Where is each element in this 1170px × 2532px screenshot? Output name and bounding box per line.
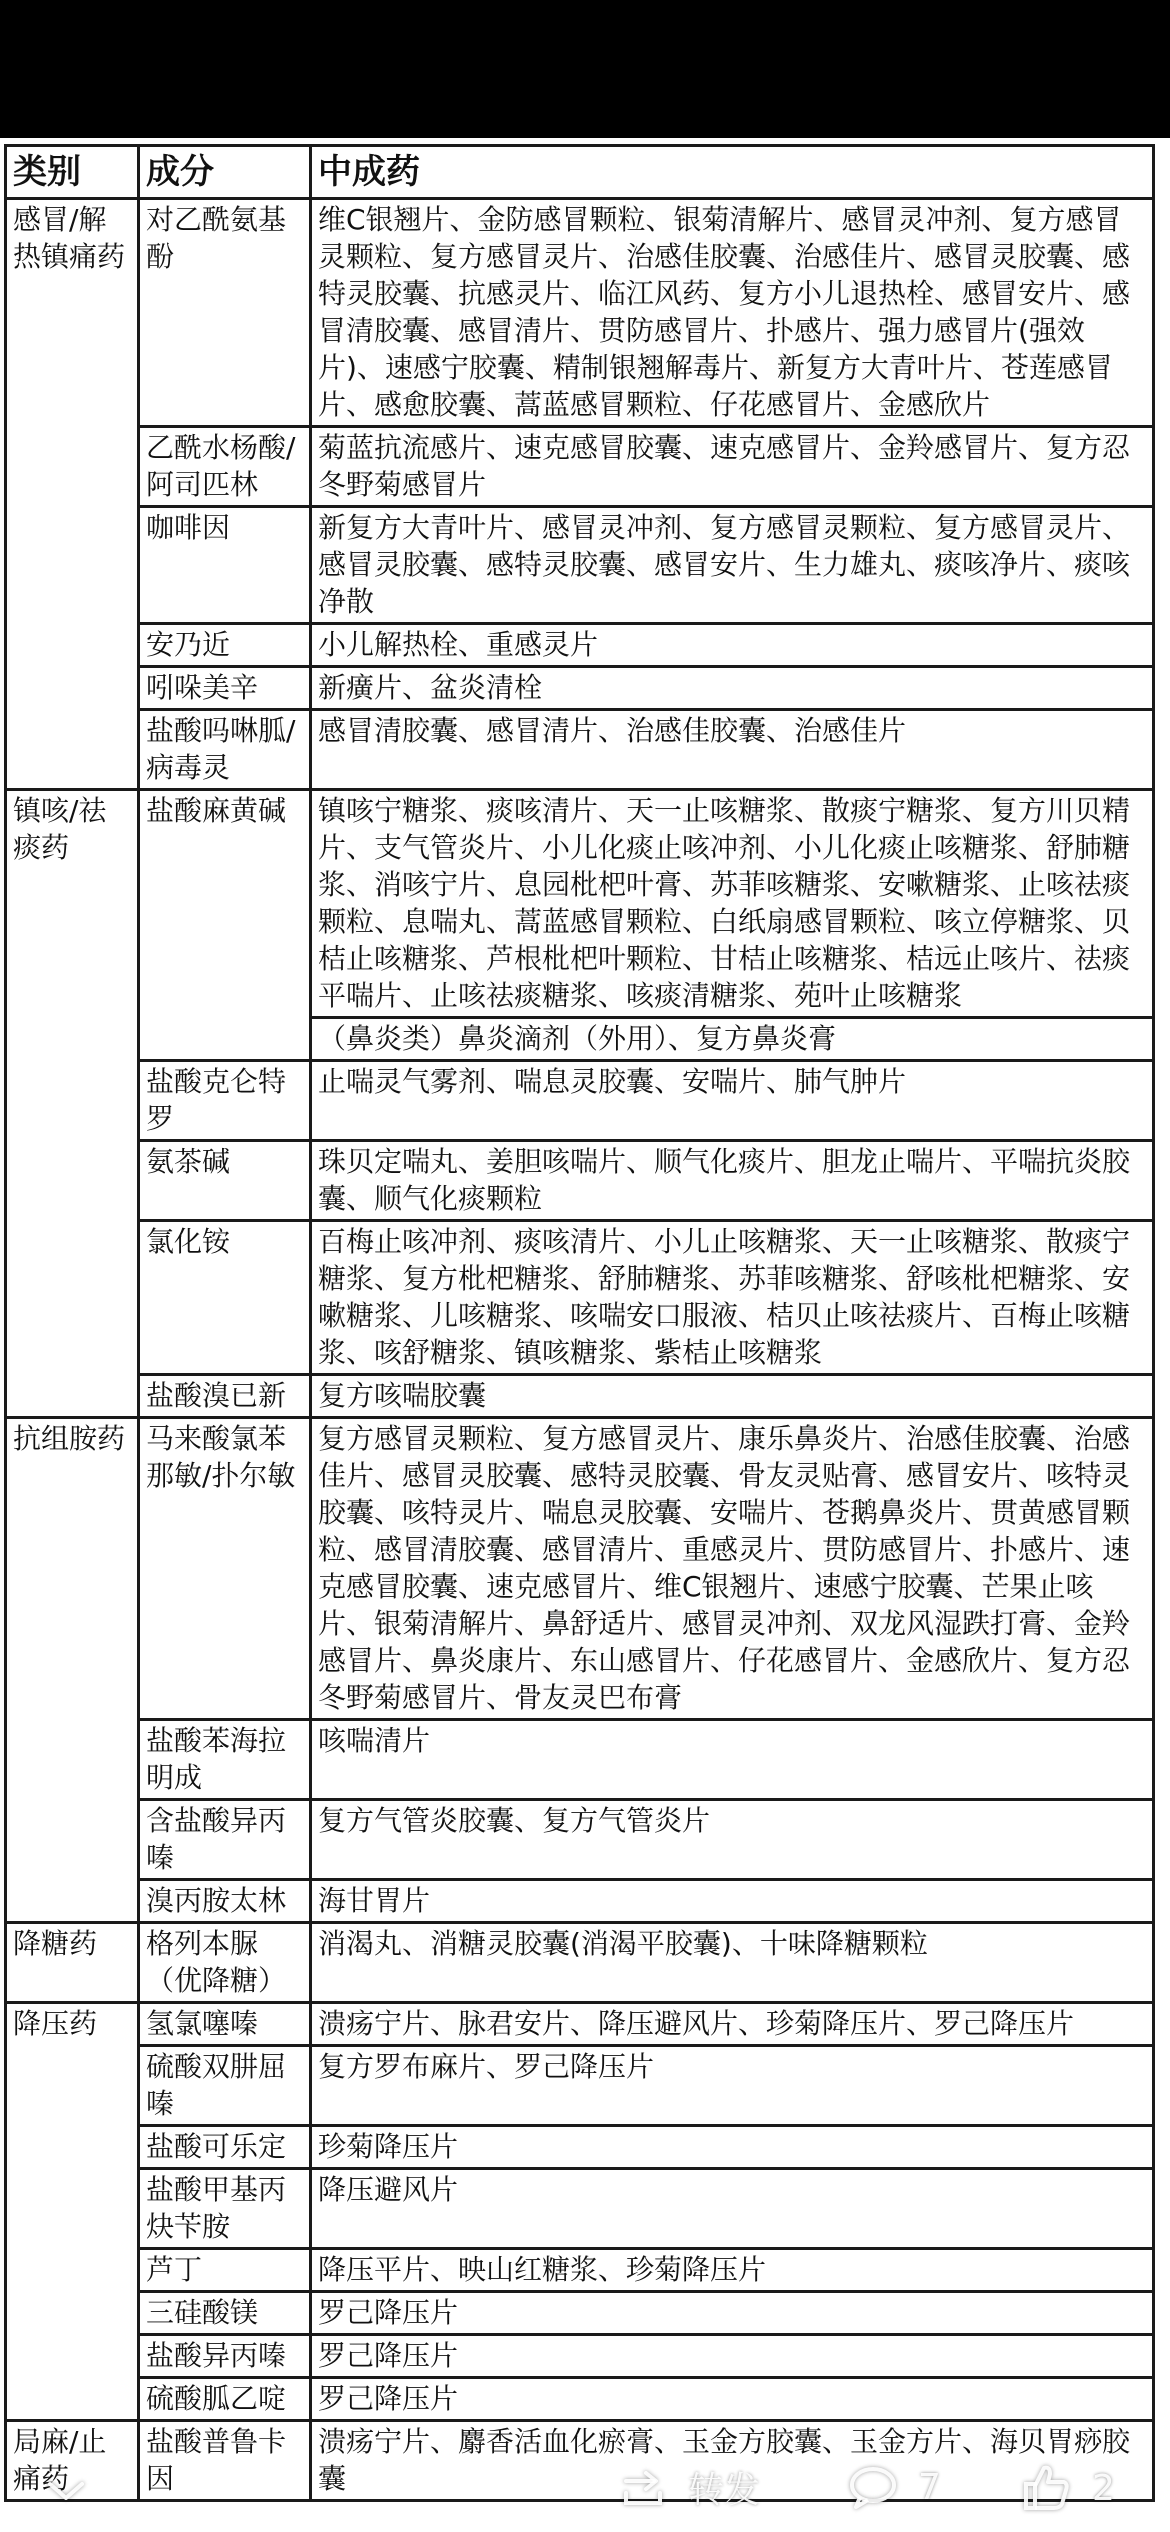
ingredient-cell: 三硅酸镁: [139, 2292, 311, 2335]
table-row: [6, 1418, 1154, 1720]
drug-table: [4, 144, 1155, 2502]
ingredient-cell: 溴丙胺太林: [139, 1880, 311, 1923]
table-header-row: [6, 146, 1154, 199]
header-category: 类别: [6, 146, 139, 199]
medicine-cell: 降压避风片: [311, 2169, 1154, 2249]
table-row: [6, 2335, 1154, 2378]
table-row: [6, 667, 1154, 710]
ingredient-cell: 安乃近: [139, 624, 311, 667]
collapse-button[interactable]: [44, 2476, 88, 2506]
ingredient-cell: 吲哚美辛: [139, 667, 311, 710]
ingredient-cell: 盐酸可乐定: [139, 2126, 311, 2169]
medicine-cell: 溃疡宁片、麝香活血化瘀膏、玉金方胶囊、玉金方片、海贝胃痧胶囊: [311, 2421, 1154, 2501]
thumbs-up-icon: [1020, 2462, 1074, 2514]
table-row: [6, 2292, 1154, 2335]
medicine-cell: 消渴丸、消糖灵胶囊(消渴平胶囊)、十味降糖颗粒: [311, 1923, 1154, 2003]
ingredient-cell: 芦丁: [139, 2249, 311, 2292]
ingredient-cell: 盐酸苯海拉明成: [139, 1720, 311, 1800]
medicine-cell: 百梅止咳冲剂、痰咳清片、小儿止咳糖浆、天一止咳糖浆、散痰宁糖浆、复方枇杷糖浆、舒肺糖浆、苏菲咳糖浆、舒咳枇杷糖浆、安嗽糖浆、儿咳糖浆、咳喘安口服液、桔贝止咳祛痰片、百梅止咳糖浆、咳舒糖浆、镇咳糖浆、紫桔止咳糖浆: [311, 1221, 1154, 1375]
medicine-cell: 维C银翘片、金防感冒颗粒、银菊清解片、感冒灵冲剂、复方感冒灵颗粒、复方感冒灵片、治感佳胶囊、治感佳片、感冒灵胶囊、感特灵胶囊、抗感灵片、临江风药、复方小儿退热栓、感冒安片、感冒清胶囊、感冒清片、贯防感冒片、扑感片、强力感冒片(强效片)、速感宁胶囊、精制银翘解毒片、新复方大青叶片、苍莲感冒片、感愈胶囊、蒿蓝感冒颗粒、仔花感冒片、金感欣片: [311, 199, 1154, 427]
ingredient-cell: 盐酸麻黄碱: [139, 790, 311, 1061]
medicine-cell: 咳喘清片: [311, 1720, 1154, 1800]
ingredient-cell: 对乙酰氨基酚: [139, 199, 311, 427]
category-cell: 降糖药: [6, 1923, 139, 2003]
ingredient-cell: 盐酸溴已新: [139, 1375, 311, 1418]
ingredient-cell: 氢氯噻嗪: [139, 2003, 311, 2046]
share-icon: [616, 2463, 670, 2513]
table-row: [6, 2003, 1154, 2046]
medicine-cell: 珠贝定喘丸、姜胆咳喘片、顺气化痰片、胆龙止喘片、平喘抗炎胶囊、顺气化痰颗粒: [311, 1141, 1154, 1221]
table-row: [6, 2421, 1154, 2501]
medicine-cell: 海甘胃片: [311, 1880, 1154, 1923]
ingredient-cell: 盐酸异丙嗪: [139, 2335, 311, 2378]
medicine-cell: 小儿解热栓、重感灵片: [311, 624, 1154, 667]
table-row: [6, 1375, 1154, 1418]
comment-count: 7: [918, 2466, 941, 2508]
medicine-cell: 复方罗布麻片、罗己降压片: [311, 2046, 1154, 2126]
medicine-cell: 溃疡宁片、脉君安片、降压避风片、珍菊降压片、罗己降压片: [311, 2003, 1154, 2046]
ingredient-cell: 硫酸胍乙啶: [139, 2378, 311, 2421]
medicine-cell: 复方感冒灵颗粒、复方感冒灵片、康乐鼻炎片、治感佳胶囊、治感佳片、感冒灵胶囊、感特灵胶囊、骨友灵贴膏、感冒安片、咳特灵胶囊、咳特灵片、喘息灵胶囊、安喘片、苍鹅鼻炎片、贯黄感冒颗粒、感冒清胶囊、感冒清片、重感灵片、贯防感冒片、扑感片、速克感冒胶囊、速克感冒片、维C银翘片、速感宁胶囊、芒果止咳片、银菊清解片、鼻舒适片、感冒灵冲剂、双龙风湿跌打膏、金羚感冒片、鼻炎康片、东山感冒片、仔花感冒片、金感欣片、复方忍冬野菊感冒片、骨友灵巴布膏: [311, 1418, 1154, 1720]
ingredient-cell: 盐酸普鲁卡因: [139, 2421, 311, 2501]
table-row: [6, 624, 1154, 667]
table-row: [6, 2126, 1154, 2169]
ingredient-cell: 盐酸吗啉胍/病毒灵: [139, 710, 311, 790]
table-row: [6, 2046, 1154, 2126]
table-row: [6, 1141, 1154, 1221]
header-ingredient: 成分: [139, 146, 311, 199]
medicine-cell: 新癀片、盆炎清栓: [311, 667, 1154, 710]
medicine-cell: 降压平片、映山红糖浆、珍菊降压片: [311, 2249, 1154, 2292]
medicine-cell: 菊蓝抗流感片、速克感冒胶囊、速克感冒片、金羚感冒片、复方忍冬野菊感冒片: [311, 427, 1154, 507]
ingredient-cell: 硫酸双肼屈嗪: [139, 2046, 311, 2126]
table-row: [6, 2378, 1154, 2421]
table-row: [6, 1800, 1154, 1880]
status-bar-area: [0, 0, 1170, 138]
category-cell: 感冒/解热镇痛药: [6, 199, 139, 790]
medicine-cell: 罗己降压片: [311, 2335, 1154, 2378]
ingredient-cell: 氯化铵: [139, 1221, 311, 1375]
ingredient-cell: 格列本脲（优降糖）: [139, 1923, 311, 2003]
medicine-cell: 镇咳宁糖浆、痰咳清片、天一止咳糖浆、散痰宁糖浆、复方川贝精片、支气管炎片、小儿化痰止咳冲剂、小儿化痰止咳糖浆、舒肺糖浆、消咳宁片、息园枇杷叶膏、苏菲咳糖浆、安嗽糖浆、止咳祛痰颗粒、息喘丸、蒿蓝感冒颗粒、白纸扇感冒颗粒、咳立停糖浆、贝桔止咳糖浆、芦根枇杷叶颗粒、甘桔止咳糖浆、桔远止咳片、祛痰平喘片、止咳祛痰糖浆、咳痰清糖浆、苑叶止咳糖浆: [311, 790, 1154, 1018]
medicine-cell: 复方咳喘胶囊: [311, 1375, 1154, 1418]
category-cell: 抗组胺药: [6, 1418, 139, 1923]
category-cell: 降压药: [6, 2003, 139, 2421]
table-row: [6, 1720, 1154, 1800]
table-row: [6, 1061, 1154, 1141]
document-image: [0, 138, 1170, 2532]
like-count: 2: [1092, 2467, 1115, 2509]
medicine-cell: 复方气管炎胶囊、复方气管炎片: [311, 1800, 1154, 1880]
table-row: [6, 507, 1154, 624]
medicine-cell: 感冒清胶囊、感冒清片、治感佳胶囊、治感佳片: [311, 710, 1154, 790]
medicine-cell: （鼻炎类）鼻炎滴剂（外用）、复方鼻炎膏: [311, 1018, 1154, 1061]
comment-icon: [846, 2462, 900, 2512]
share-label: 转发: [688, 2470, 761, 2511]
table-row: [6, 710, 1154, 790]
ingredient-cell: 含盐酸异丙嗪: [139, 1800, 311, 1880]
ingredient-cell: 盐酸甲基丙炔苄胺: [139, 2169, 311, 2249]
medicine-cell: 罗己降压片: [311, 2292, 1154, 2335]
medicine-cell: 罗己降压片: [311, 2378, 1154, 2421]
medicine-cell: 止喘灵气雾剂、喘息灵胶囊、安喘片、肺气肿片: [311, 1061, 1154, 1141]
ingredient-cell: 乙酰水杨酸/阿司匹林: [139, 427, 311, 507]
share-button[interactable]: [616, 2462, 760, 2513]
table-row: [6, 199, 1154, 427]
table-row: [6, 1923, 1154, 2003]
category-cell: 镇咳/祛痰药: [6, 790, 139, 1418]
header-medicine: 中成药: [311, 146, 1154, 199]
table-row: [6, 790, 1154, 1018]
ingredient-cell: 盐酸克仑特罗: [139, 1061, 311, 1141]
ingredient-cell: 咖啡因: [139, 507, 311, 624]
table-row: [6, 1221, 1154, 1375]
table-row: [6, 1880, 1154, 1923]
table-row: [6, 2169, 1154, 2249]
chevron-down-icon: [44, 2476, 88, 2506]
medicine-cell: 珍菊降压片: [311, 2126, 1154, 2169]
table-row: [6, 2249, 1154, 2292]
comment-button[interactable]: [846, 2462, 941, 2512]
ingredient-cell: 马来酸氯苯那敏/扑尔敏: [139, 1418, 311, 1720]
like-button[interactable]: [1020, 2462, 1115, 2514]
table-row: [6, 427, 1154, 507]
ingredient-cell: 氨茶碱: [139, 1141, 311, 1221]
category-cell: 局麻/止痛药: [6, 2421, 139, 2501]
medicine-cell: 新复方大青叶片、感冒灵冲剂、复方感冒灵颗粒、复方感冒灵片、感冒灵胶囊、感特灵胶囊、感冒安片、生力雄丸、痰咳净片、痰咳净散: [311, 507, 1154, 624]
